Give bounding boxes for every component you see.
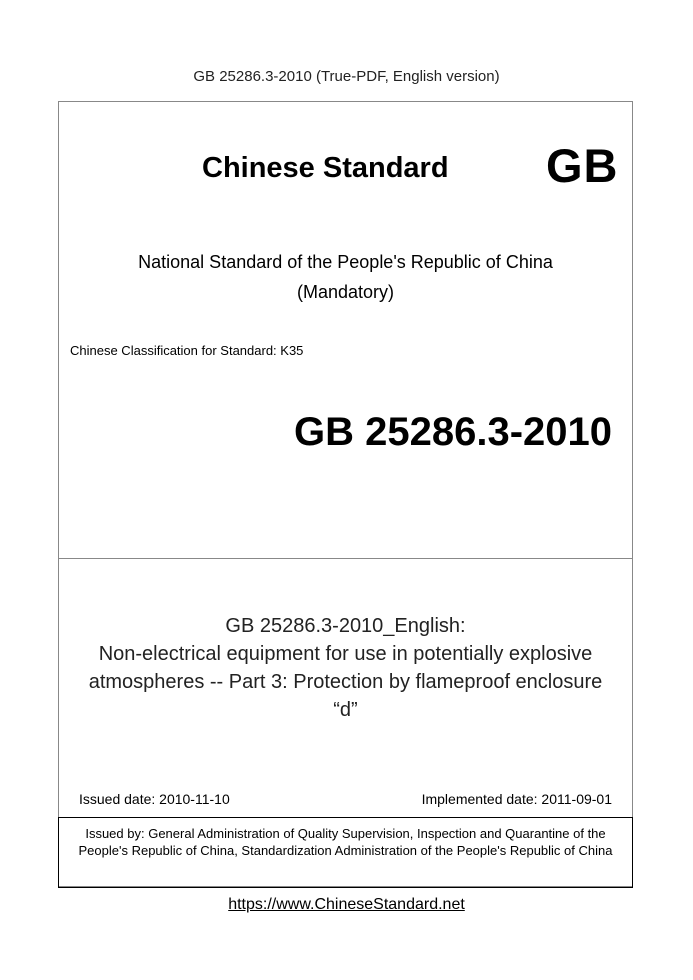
description-line-2: Non-electrical equipment for use in potentially explosive bbox=[98, 643, 593, 665]
national-standard-line: National Standard of the People's Republic of China bbox=[138, 252, 553, 272]
description-line-1: GB 25286.3-2010_English: bbox=[225, 615, 466, 637]
cover-frame bbox=[58, 101, 633, 887]
description-line-3: atmospheres -- Part 3: Protection by flameproof enclosure bbox=[88, 671, 603, 693]
standard-number: GB 25286.3-2010 bbox=[293, 410, 612, 454]
panel-divider bbox=[59, 558, 632, 559]
website-link[interactable]: https://www.ChineseStandard.net bbox=[228, 896, 465, 913]
issued-date: Issued date: 2010-11-10 bbox=[79, 791, 230, 807]
classification-text: Chinese Classification for Standard: K35 bbox=[70, 343, 304, 358]
brand-title: Chinese Standard bbox=[202, 152, 449, 184]
footer bbox=[0, 896, 693, 914]
document-header: GB 25286.3-2010 (True-PDF, English version) bbox=[193, 68, 500, 85]
description-line-4: “d” bbox=[333, 699, 358, 721]
mandatory-line: (Mandatory) bbox=[296, 282, 395, 302]
implemented-date: Implemented date: 2011-09-01 bbox=[421, 791, 612, 807]
brand-mark-gb: GB bbox=[546, 139, 619, 192]
issuer-text: Issued by: General Administration of Quality Supervision, Inspection and Quarantine of the People's Republic of China, Standardization Administration of the People's Republic of China bbox=[78, 826, 613, 858]
issuer-box bbox=[58, 817, 633, 888]
